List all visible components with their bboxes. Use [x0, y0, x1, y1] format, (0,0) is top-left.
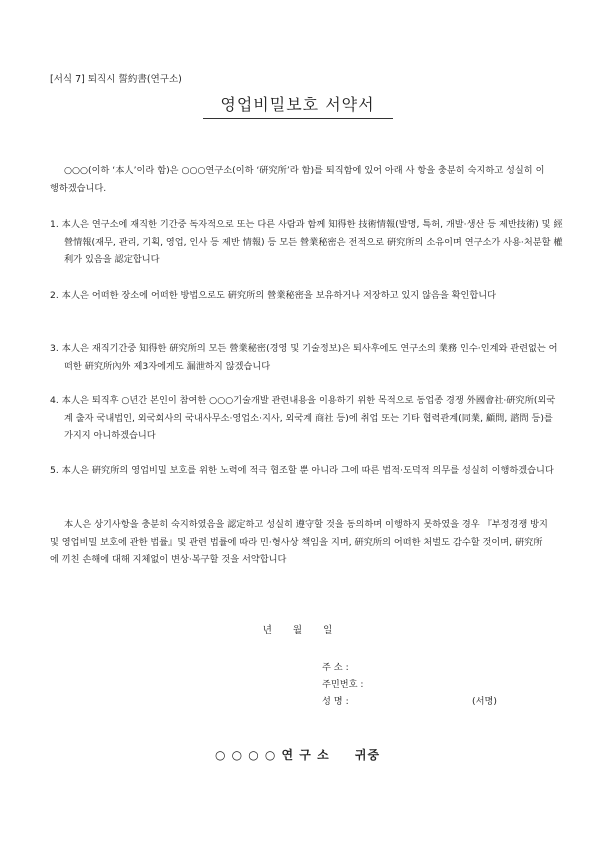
pledge-item-3: 3. 本人은 재직기간중 知得한 硏究所의 모든 營業秘密(경영 및 기술정보)은 퇴사후에도 연구소의 業務 인수·인계와 관련없는 어떠한 硏究所內外 제3자에게도 漏泄하지 않겠습니다: [50, 343, 558, 372]
address-label: 주 소 :: [322, 662, 349, 673]
signature-mark: (서명): [472, 696, 497, 707]
id-number-label: 주민번호 :: [322, 679, 364, 690]
pledge-item-2: 2. 本人은 어떠한 장소에 어떠한 방법으로도 硏究所의 營業秘密을 보유하거나 저장하고 있지 않음을 확인합니다: [50, 290, 497, 301]
form-number: [서식 7] 퇴직시 誓約書(연구소): [50, 74, 182, 85]
name-field: [322, 693, 376, 707]
pledge-item-4: 4. 本人은 퇴직후 ○년간 본인이 참여한 ○○○기술개발 관련내용을 이용하기 위한 목적으로 동업종 경쟁 外國會社·硏究所(외국계 출자 국내법인, 외국회사의 국내사무소·영업소·지사, 외국계 商社 등)에 취업 또는 기타 협력관계(同業, 顧問, 諮問 등)를 가지지 아니하겠습니다: [50, 395, 556, 441]
page-title: 영업비밀보호 서약서: [220, 95, 375, 114]
id-number-field: [322, 676, 376, 690]
pledge-item-5: 5. 本人은 硏究所의 영업비밀 보호를 위한 노력에 적극 협조할 뿐 아니라 그에 따른 법적·도덕적 의무를 성실히 이행하겠습니다: [50, 465, 554, 476]
intro-paragraph: ○○○(이하 ‘本人’이라 함)은 ○○○연구소(이하 ‘硏究所’라 함)를 퇴직함에 있어 아래 사 항을 충분히 숙지하고 성실히 이행하겠습니다.: [50, 165, 545, 194]
name-label: 성 명 :: [322, 696, 349, 707]
recipient-honorific: 귀중: [354, 748, 381, 762]
address-field: [322, 659, 376, 673]
closing-paragraph: 本人은 상기사항을 충분히 숙지하였음을 認定하고 성실히 遵守할 것을 동의하며 이행하지 못하였을 경우 『부정경쟁 방지 및 영업비밀 보호에 관한 법률』및 관련 법률에 따라 민·형사상 책임을 지며, 硏究所의 어떠한 처벌도 감수할 것이며, 硏究所에 끼친 손해에 대해 지체없이 변상·복구할 것을 서약합니다: [50, 519, 548, 565]
recipient-line: [0, 746, 595, 763]
recipient-name: ○ ○ ○ ○ 연 구 소: [214, 748, 330, 762]
date-line: 년 월 일: [262, 625, 333, 636]
pledge-item-1: 1. 本人은 연구소에 재직한 기간중 독자적으로 또는 다른 사람과 함께 知得한 技術情報(발명, 특허, 개발·생산 등 제반技術) 및 經營情報(재무, 관리, 기획, 영업, 인사 등 제반 情報) 등 모든 營業秘密은 전적으로 硏究所의 소유이며 연구소가 사용·처분할 權利가 있음을 認定합니다: [50, 219, 563, 265]
title-underline: [203, 118, 393, 119]
